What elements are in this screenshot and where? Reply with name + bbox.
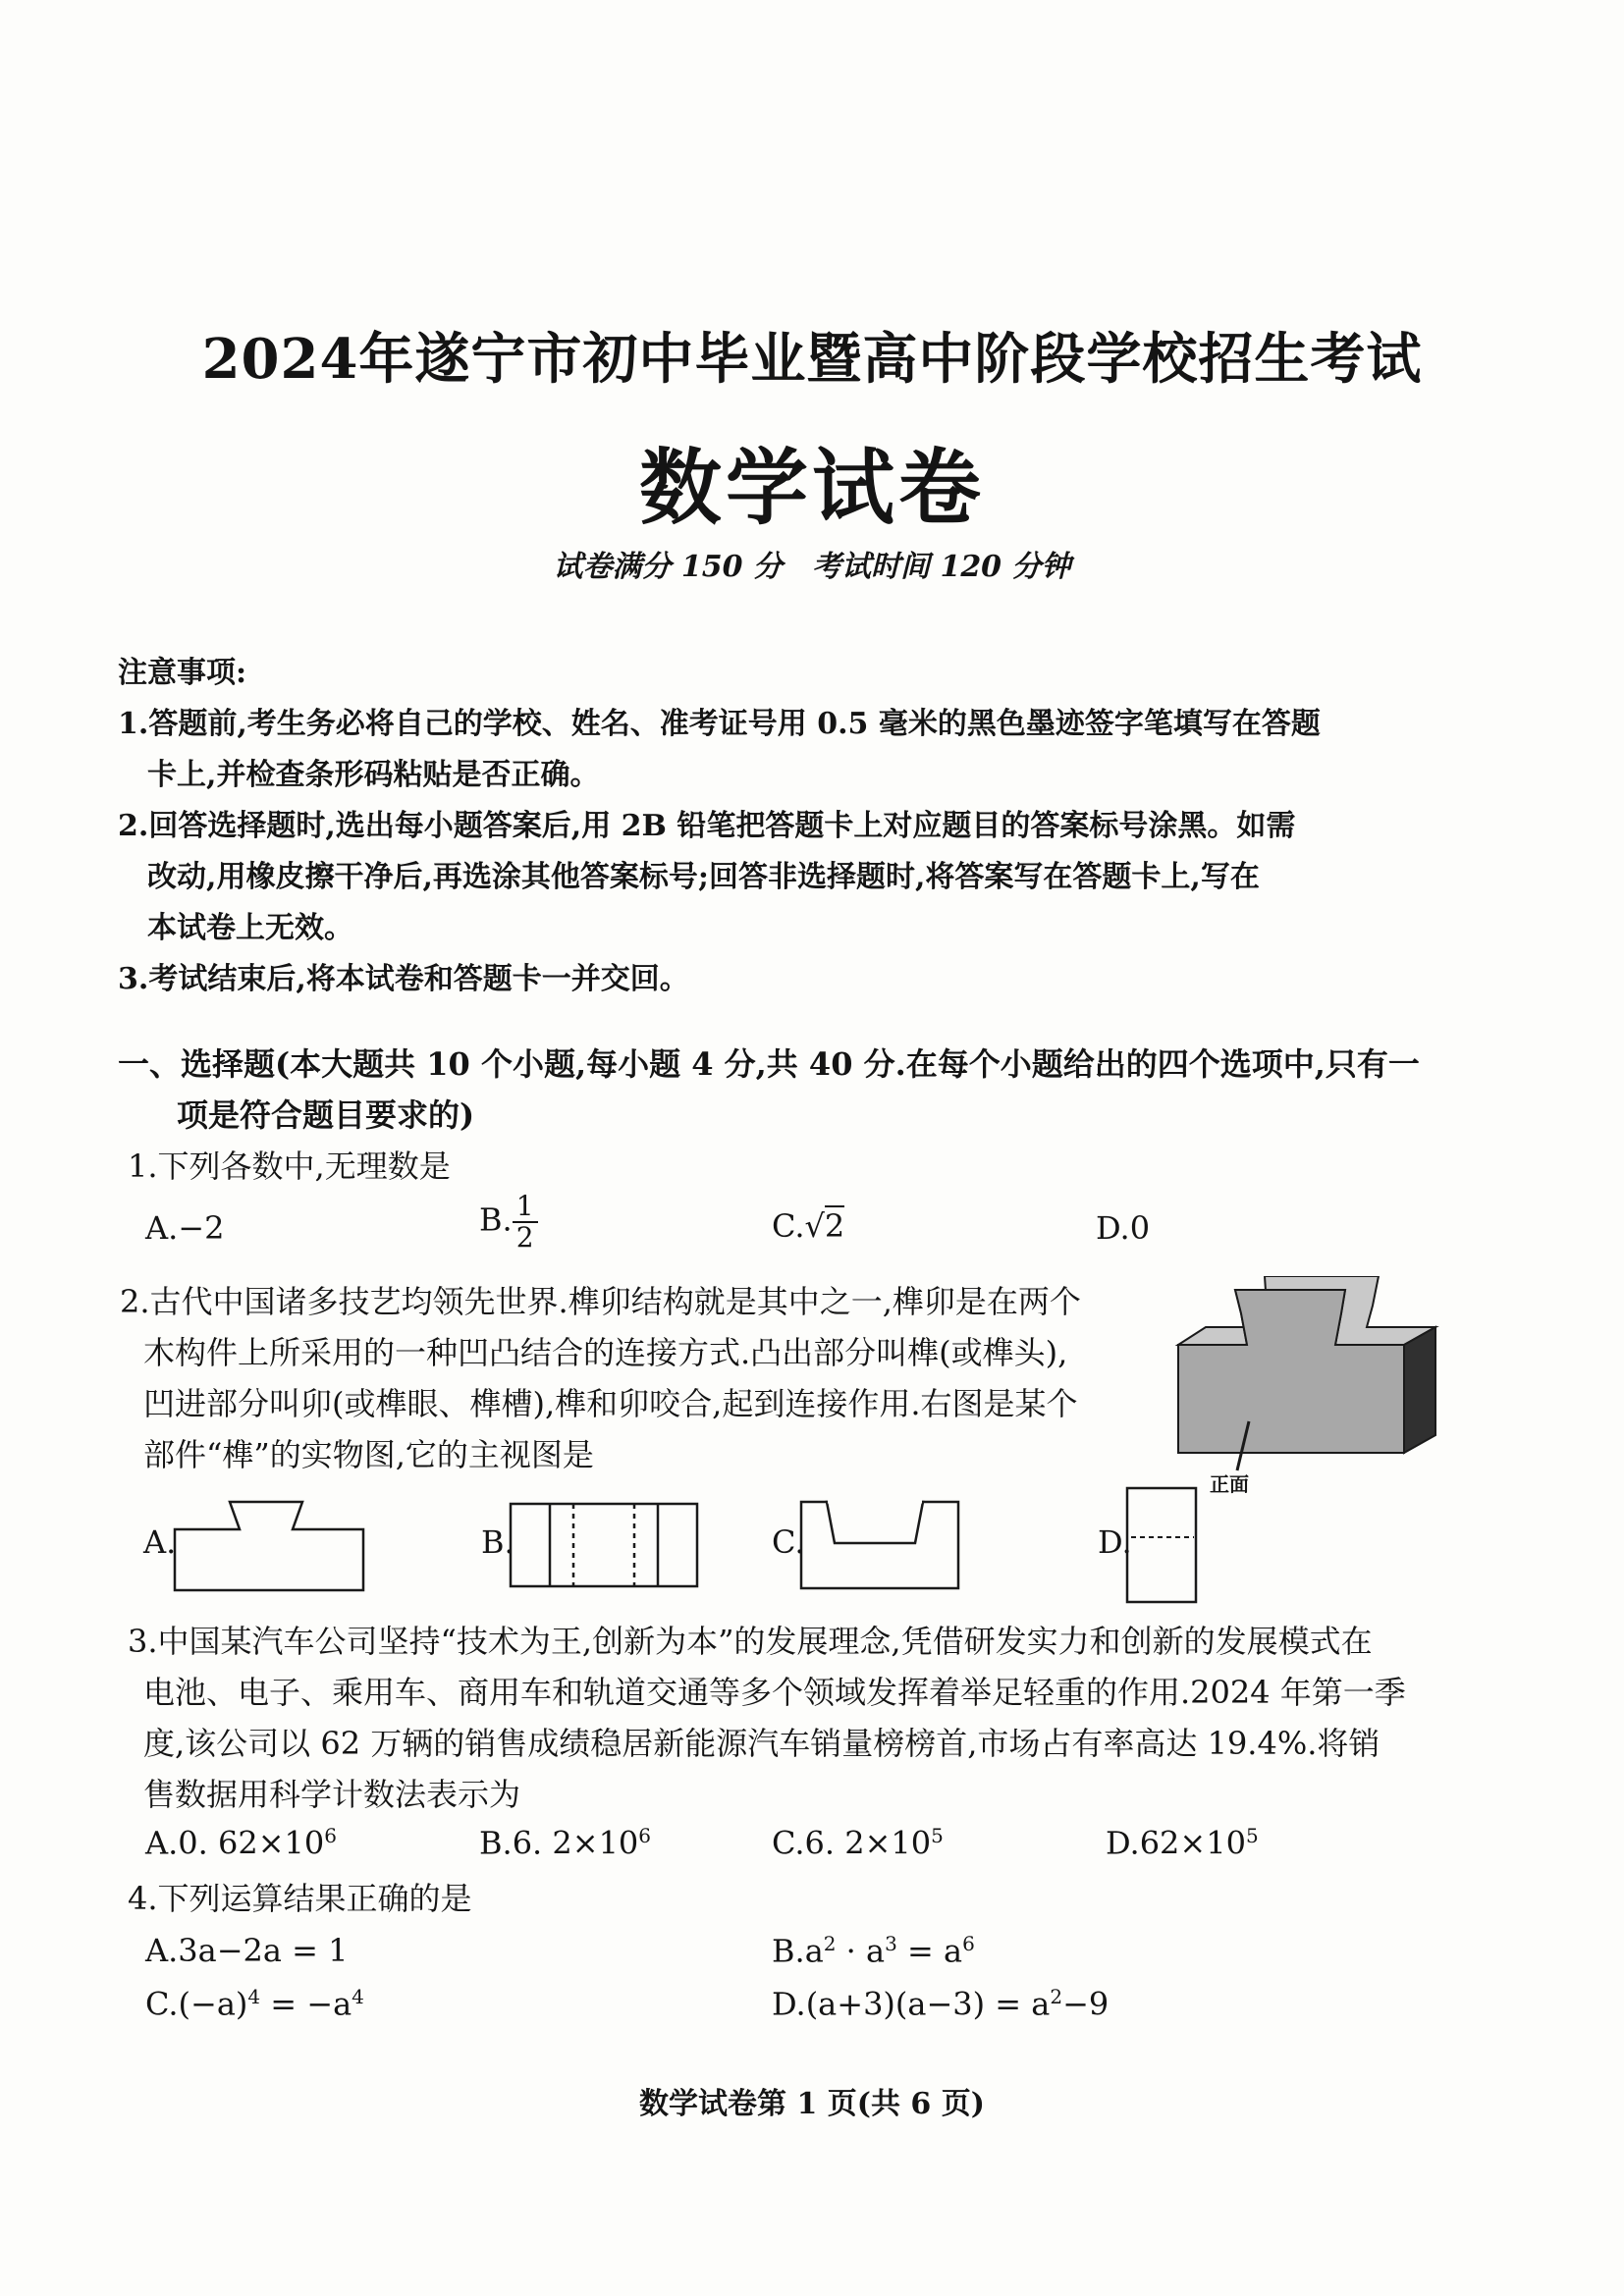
question-2-line-1: 2.古代中国诸多技艺均领先世界.榫卯结构就是其中之一,榫卯是在两个 xyxy=(120,1283,1081,1320)
notice-item-2-line-3: 本试卷上无效。 xyxy=(147,911,353,945)
question-2-option-d-label: D. xyxy=(1098,1523,1132,1561)
fraction-numerator: 1 xyxy=(513,1192,538,1223)
exponent: 6 xyxy=(324,1824,337,1847)
option-d-figure xyxy=(1125,1486,1202,1606)
question-2-option-a-label: A. xyxy=(143,1523,177,1561)
question-2-line-3: 凹进部分叫卯(或榫眼、榫槽),榫和卯咬合,起到连接作用.右图是某个 xyxy=(143,1385,1078,1422)
exam-subject: 数学试卷 xyxy=(638,439,985,536)
question-4-option-c xyxy=(145,1985,364,2023)
option-a-figure xyxy=(173,1500,369,1594)
exponent: 6 xyxy=(962,1932,975,1955)
question-3-line-3: 度,该公司以 62 万辆的销售成绩稳居新能源汽车销量榜榜首,市场占有率高达 19.4%.将销 xyxy=(143,1725,1380,1762)
option-b-label: B. xyxy=(479,1201,513,1239)
question-3-line-1: 3.中国某汽车公司坚持“技术为王,创新为本”的发展理念,凭借研发实力和创新的发展模式在 xyxy=(128,1623,1373,1660)
option-text: D.62×10 xyxy=(1106,1824,1246,1862)
option-text: B.6. 2×10 xyxy=(479,1824,639,1862)
section-1-heading-line-1: 一、选择题(本大题共 10 个小题,每小题 4 分,共 40 分.在每个小题给出的四个选项中,只有一 xyxy=(118,1045,1420,1083)
notice-heading: 注意事项: xyxy=(118,656,247,690)
question-2-line-4: 部件“榫”的实物图,它的主视图是 xyxy=(143,1436,594,1473)
option-text: −9 xyxy=(1062,1985,1110,2023)
notice-item-2-line-2: 改动,用橡皮擦干净后,再选涂其他答案标号;回答非选择题时,将答案写在答题卡上,写在 xyxy=(147,860,1260,894)
question-3-line-2: 电池、电子、乘用车、商用车和轨道交通等多个领域发挥着举足轻重的作用.2024 年第一季 xyxy=(143,1674,1406,1711)
page-footer: 数学试卷第 1 页(共 6 页) xyxy=(639,2087,985,2121)
question-2-option-c-label: C. xyxy=(772,1523,805,1561)
exponent: 2 xyxy=(1050,1985,1063,2008)
notice-item-1-line-1: 1.答题前,考生务必将自己的学校、姓名、准考证号用 0.5 毫米的黑色墨迹签字笔填写在答题 xyxy=(118,707,1321,741)
notice-item-2-line-1: 2.回答选择题时,选出每小题答案后,用 2B 铅笔把答题卡上对应题目的答案标号涂黑。如需 xyxy=(118,809,1296,843)
option-text: D.(a+3)(a−3) = a xyxy=(772,1985,1051,2023)
fraction-denominator: 2 xyxy=(515,1221,534,1254)
option-b-figure xyxy=(509,1502,701,1590)
exponent: 4 xyxy=(352,1985,364,2008)
front-label: 正面 xyxy=(1210,1472,1249,1496)
question-2-option-b-label: B. xyxy=(481,1523,514,1561)
question-1-stem: 1.下列各数中,无理数是 xyxy=(128,1148,451,1185)
exponent: 2 xyxy=(823,1932,837,1955)
exponent: 4 xyxy=(247,1985,261,2008)
exponent: 6 xyxy=(638,1824,652,1847)
notice-item-1-line-2: 卡上,并检查条形码粘贴是否正确。 xyxy=(147,758,600,792)
question-3-line-4: 售数据用科学计数法表示为 xyxy=(143,1776,521,1813)
option-text: = a xyxy=(896,1932,963,1970)
question-1-option-b xyxy=(479,1192,538,1253)
question-4-option-d xyxy=(772,1985,1109,2023)
option-text: A.0. 62×10 xyxy=(145,1824,325,1862)
question-4-option-b xyxy=(772,1932,975,1970)
score-info: 试卷满分 150 分 考试时间 120 分钟 xyxy=(553,550,1071,584)
exponent: 5 xyxy=(1245,1824,1259,1847)
question-4-option-a: A.3a−2a = 1 xyxy=(145,1932,349,1969)
option-text: = −a xyxy=(260,1985,352,2023)
question-1-option-d: D.0 xyxy=(1096,1209,1151,1247)
notice-item-3: 3.考试结束后,将本试卷和答题卡一并交回。 xyxy=(118,962,689,996)
radicand: 2 xyxy=(824,1207,845,1245)
option-text: B.a xyxy=(772,1932,824,1970)
section-1-heading-line-2: 项是符合题目要求的) xyxy=(177,1096,475,1134)
option-c-figure xyxy=(799,1500,962,1592)
fraction xyxy=(513,1192,538,1253)
option-text: C.(−a) xyxy=(145,1985,248,2023)
option-text: C.6. 2×10 xyxy=(772,1824,932,1862)
question-1-option-c xyxy=(772,1207,844,1245)
exponent: 3 xyxy=(885,1932,897,1955)
question-3-option-b xyxy=(479,1824,651,1862)
option-text: · a xyxy=(836,1932,886,1970)
question-4-stem: 4.下列运算结果正确的是 xyxy=(128,1880,472,1917)
tenon-3d-figure xyxy=(1159,1276,1443,1502)
question-3-option-a xyxy=(145,1824,337,1862)
option-c-label: C.√ xyxy=(772,1207,825,1245)
exponent: 5 xyxy=(931,1824,944,1847)
question-3-option-d xyxy=(1106,1824,1259,1862)
question-1-option-a: A.−2 xyxy=(145,1209,225,1247)
question-2-line-2: 木构件上所采用的一种凹凸结合的连接方式.凸出部分叫榫(或榫头), xyxy=(143,1334,1068,1371)
exam-title: 2024年遂宁市初中毕业暨高中阶段学校招生考试 xyxy=(201,327,1423,392)
question-3-option-c xyxy=(772,1824,944,1862)
